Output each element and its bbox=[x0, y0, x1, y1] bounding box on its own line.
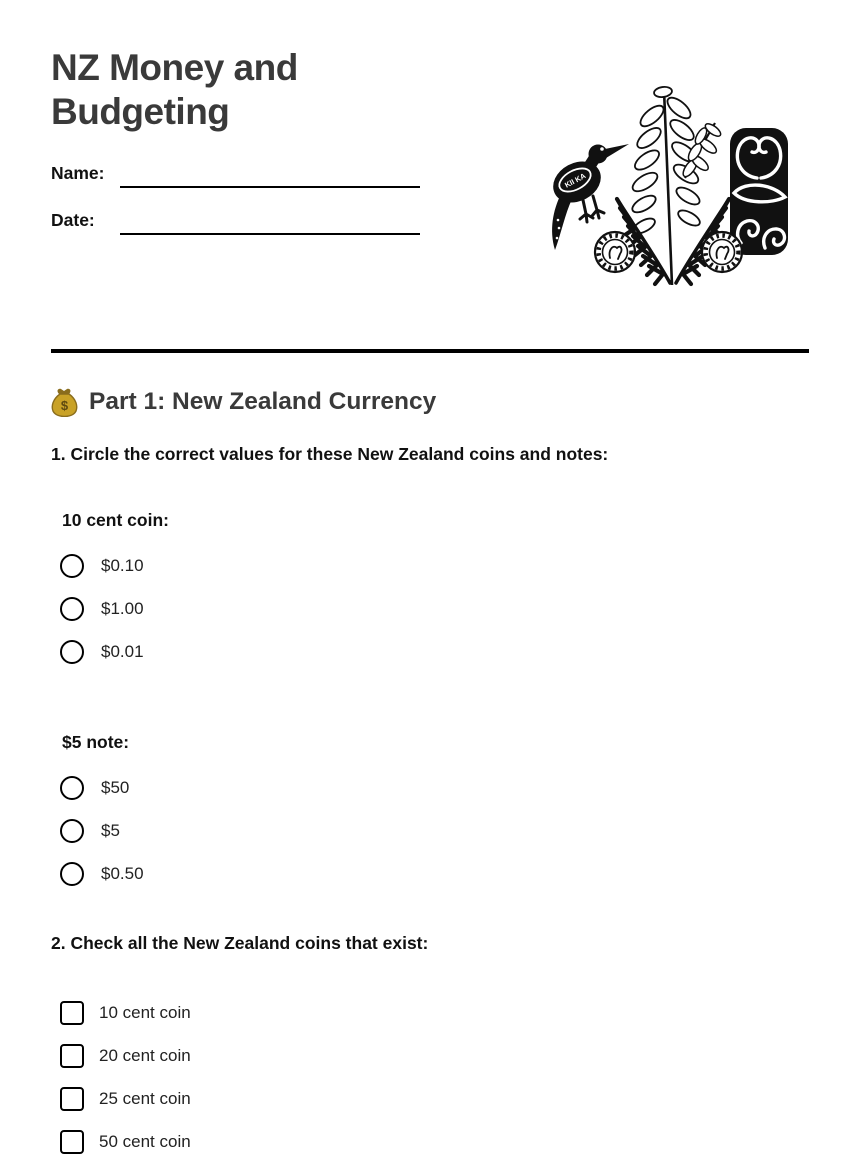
name-field-row bbox=[51, 160, 420, 188]
checkbox-option-label: 20 cent coin bbox=[99, 1045, 191, 1065]
kiwi-fern-illustration bbox=[545, 78, 795, 290]
coin-left-icon bbox=[595, 232, 635, 272]
page-title: NZ Money and Budgeting bbox=[51, 47, 298, 132]
checkbox-option-row bbox=[60, 998, 191, 1027]
part1-heading-text: Part 1: New Zealand Currency bbox=[89, 388, 437, 415]
kiwi-label-text: KII KA bbox=[563, 171, 588, 190]
question2-options bbox=[60, 998, 191, 1170]
checkbox-option-row bbox=[60, 1127, 191, 1156]
money-bag-dollar: $ bbox=[60, 398, 69, 413]
group-5note-label: $5 note: bbox=[62, 732, 130, 752]
checkbox[interactable] bbox=[60, 1001, 84, 1025]
checkbox[interactable] bbox=[60, 1044, 84, 1068]
question1-group-5note bbox=[62, 730, 144, 902]
checkbox[interactable] bbox=[60, 1087, 84, 1111]
coin-right-icon bbox=[702, 232, 742, 272]
question1-text: 1. Circle the correct values for these New Zealand coins and notes: bbox=[51, 444, 609, 464]
radio-option-row bbox=[60, 594, 169, 623]
radio-option-label: $0.10 bbox=[101, 555, 144, 575]
radio-option-row bbox=[60, 551, 169, 580]
radio-option-label: $0.50 bbox=[101, 863, 144, 883]
checkbox[interactable] bbox=[60, 1130, 84, 1154]
name-label: Name: bbox=[51, 163, 105, 183]
date-input-line[interactable] bbox=[120, 207, 420, 235]
radio-option-label: $50 bbox=[101, 777, 130, 797]
name-input-line[interactable] bbox=[120, 160, 420, 188]
checkbox-option-label: 10 cent coin bbox=[99, 1002, 191, 1022]
checkbox-option-row bbox=[60, 1084, 191, 1113]
checkbox-option-label: 25 cent coin bbox=[99, 1088, 191, 1108]
radio-button[interactable] bbox=[60, 819, 84, 843]
date-field-row bbox=[51, 207, 420, 235]
radio-button[interactable] bbox=[60, 862, 84, 886]
radio-option-row bbox=[60, 859, 144, 888]
radio-option-label: $0.01 bbox=[101, 641, 144, 661]
radio-button[interactable] bbox=[60, 597, 84, 621]
radio-option-row bbox=[60, 773, 144, 802]
section-divider bbox=[51, 349, 809, 353]
radio-button[interactable] bbox=[60, 776, 84, 800]
date-label: Date: bbox=[51, 210, 95, 230]
radio-button[interactable] bbox=[60, 554, 84, 578]
koru-panel-icon bbox=[730, 128, 788, 255]
radio-button[interactable] bbox=[60, 640, 84, 664]
radio-option-label: $5 bbox=[101, 820, 120, 840]
radio-option-label: $1.00 bbox=[101, 598, 144, 618]
part1-heading bbox=[51, 386, 436, 418]
radio-option-row bbox=[60, 637, 169, 666]
question2-text: 2. Check all the New Zealand coins that exist: bbox=[51, 933, 429, 953]
group-10c-label: 10 cent coin: bbox=[62, 510, 169, 530]
checkbox-option-row bbox=[60, 1041, 191, 1070]
radio-option-row bbox=[60, 816, 144, 845]
checkbox-option-label: 50 cent coin bbox=[99, 1131, 191, 1151]
question1-group-10c bbox=[62, 508, 169, 680]
money-bag-icon bbox=[51, 387, 78, 417]
